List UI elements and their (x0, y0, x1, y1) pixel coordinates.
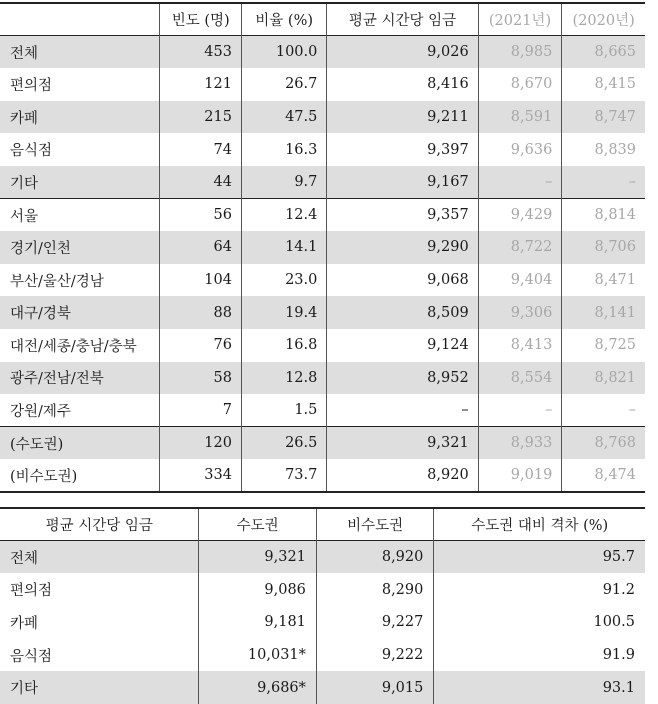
header-2021: (2021년) (478, 3, 562, 36)
cell-2020: 8,141 (594, 304, 636, 321)
cell-frequency: 334 (160, 459, 242, 492)
header-2020: (2020년) (572, 13, 635, 30)
cell-wage: 9,026 (327, 36, 478, 69)
header-avg-hourly-wage: 평균 시간당 임금 (0, 508, 199, 541)
cell-wage: 9,357 (327, 199, 478, 232)
row-label: 카페 (0, 101, 160, 134)
cell-ratio: 47.5 (241, 101, 326, 134)
cell-noncapital: 9,222 (316, 639, 433, 672)
cell-noncapital: 9,227 (316, 606, 433, 639)
cell-ratio: 14.1 (241, 231, 326, 264)
table-row (0, 362, 645, 395)
cell-ratio: 16.8 (241, 329, 326, 362)
cell-2020: 8,706 (594, 239, 636, 256)
cell-wage: – (327, 394, 478, 427)
row-label: 광주/전남/전북 (0, 362, 160, 395)
cell-noncapital: 8,920 (316, 541, 433, 574)
cell-wage: 8,509 (327, 296, 478, 329)
table-row (0, 671, 645, 704)
table-row (0, 329, 645, 362)
table-row (0, 68, 645, 101)
cell-frequency: 215 (160, 101, 242, 134)
cell-2021: 8,985 (478, 36, 562, 69)
row-label: 음식점 (0, 639, 199, 672)
cell-frequency: 120 (160, 427, 242, 460)
cell-frequency: 44 (160, 166, 242, 199)
row-label: 경기/인천 (0, 231, 160, 264)
cell-2020: 8,665 (594, 44, 636, 61)
table-row (0, 166, 645, 199)
cell-frequency: 453 (160, 36, 242, 69)
cell-capital: 9,686* (199, 671, 316, 704)
cell-wage: 9,167 (327, 166, 478, 199)
row-label: (수도권) (0, 427, 160, 460)
row-label: 부산/울산/경남 (0, 264, 160, 297)
table-row (0, 573, 645, 606)
cell-2021: – (478, 166, 562, 199)
cell-ratio: 9.7 (241, 166, 326, 199)
table-row (0, 101, 645, 134)
cell-2021: 8,413 (478, 329, 562, 362)
cell-wage: 9,068 (327, 264, 478, 297)
cell-capital: 9,321 (199, 541, 316, 574)
cell-2020: 8,747 (594, 109, 636, 126)
table-row (0, 427, 645, 460)
cell-ratio: 12.8 (241, 362, 326, 395)
cell-wage: 8,952 (327, 362, 478, 395)
cell-2021: – (478, 394, 562, 427)
row-label: 대전/세종/충남/충북 (0, 329, 160, 362)
cell-wage: 8,920 (327, 459, 478, 492)
cell-ratio: 16.3 (241, 133, 326, 166)
cell-frequency: 104 (160, 264, 242, 297)
cell-frequency: 64 (160, 231, 242, 264)
header-noncapital: 비수도권 (316, 508, 433, 541)
cell-frequency: 88 (160, 296, 242, 329)
cell-2020: 8,814 (594, 207, 636, 224)
row-label: 기타 (0, 166, 160, 199)
cell-capital: 9,086 (199, 573, 316, 606)
row-label: 서울 (0, 199, 160, 232)
cell-2020: 8,415 (594, 76, 636, 93)
cell-2021: 8,554 (478, 362, 562, 395)
cell-noncapital: 9,015 (316, 671, 433, 704)
row-label: 대구/경북 (0, 296, 160, 329)
row-label: 기타 (0, 671, 199, 704)
cell-ratio: 19.4 (241, 296, 326, 329)
cell-2020: 8,821 (594, 369, 636, 386)
row-label: (비수도권) (0, 459, 160, 492)
table-row (0, 606, 645, 639)
cell-2020: 8,471 (594, 272, 636, 289)
cell-2021: 8,670 (478, 68, 562, 101)
row-label: 전체 (0, 36, 160, 69)
cell-2020: – (628, 174, 636, 191)
table-row (0, 264, 645, 297)
row-label: 음식점 (0, 133, 160, 166)
table-row (0, 639, 645, 672)
cell-2021: 8,722 (478, 231, 562, 264)
cell-gap: 93.1 (602, 679, 635, 696)
table-header-row (0, 3, 645, 36)
cell-2021: 9,404 (478, 264, 562, 297)
cell-ratio: 26.7 (241, 68, 326, 101)
table-row (0, 541, 645, 574)
cell-wage: 9,397 (327, 133, 478, 166)
header-avg-hourly-wage: 평균 시간당 임금 (327, 3, 478, 36)
cell-2020: 8,474 (594, 467, 636, 484)
cell-2020: 8,768 (594, 435, 636, 452)
row-label: 전체 (0, 541, 199, 574)
cell-2021: 9,429 (478, 199, 562, 232)
header-frequency: 빈도 (명) (160, 3, 242, 36)
cell-2021: 8,591 (478, 101, 562, 134)
cell-frequency: 74 (160, 133, 242, 166)
cell-noncapital: 8,290 (316, 573, 433, 606)
cell-2021: 8,933 (478, 427, 562, 460)
cell-wage: 9,321 (327, 427, 478, 460)
cell-ratio: 12.4 (241, 199, 326, 232)
cell-frequency: 58 (160, 362, 242, 395)
table-row (0, 459, 645, 492)
cell-wage: 9,124 (327, 329, 478, 362)
table-header-row (0, 508, 645, 541)
row-label: 편의점 (0, 68, 160, 101)
cell-ratio: 1.5 (241, 394, 326, 427)
cell-2020: 8,839 (594, 141, 636, 158)
cell-ratio: 100.0 (241, 36, 326, 69)
cell-2020: 8,725 (594, 337, 636, 354)
header-ratio: 비율 (%) (241, 3, 326, 36)
row-label: 강원/제주 (0, 394, 160, 427)
row-label: 편의점 (0, 573, 199, 606)
cell-wage: 9,211 (327, 101, 478, 134)
header-blank (0, 3, 160, 36)
table-row (0, 199, 645, 232)
table-row (0, 231, 645, 264)
cell-wage: 9,290 (327, 231, 478, 264)
table-row (0, 296, 645, 329)
cell-frequency: 76 (160, 329, 242, 362)
table-row (0, 394, 645, 427)
cell-2021: 9,306 (478, 296, 562, 329)
cell-frequency: 56 (160, 199, 242, 232)
row-label: 카페 (0, 606, 199, 639)
cell-2021: 9,636 (478, 133, 562, 166)
cell-wage: 8,416 (327, 68, 478, 101)
header-capital: 수도권 (199, 508, 316, 541)
cell-ratio: 23.0 (241, 264, 326, 297)
cell-gap: 95.7 (602, 549, 635, 566)
table-row (0, 36, 645, 69)
cell-gap: 91.9 (602, 647, 635, 664)
header-gap: 수도권 대비 격차 (%) (471, 518, 609, 535)
capital-gap-table (0, 507, 645, 704)
cell-frequency: 121 (160, 68, 242, 101)
cell-ratio: 26.5 (241, 427, 326, 460)
wage-stats-table (0, 2, 645, 493)
cell-ratio: 73.7 (241, 459, 326, 492)
cell-2021: 9,019 (478, 459, 562, 492)
cell-capital: 9,181 (199, 606, 316, 639)
cell-2020: – (628, 402, 636, 419)
cell-frequency: 7 (160, 394, 242, 427)
cell-gap: 100.5 (593, 614, 635, 631)
table-row (0, 133, 645, 166)
cell-capital: 10,031* (199, 639, 316, 672)
cell-gap: 91.2 (602, 581, 635, 598)
